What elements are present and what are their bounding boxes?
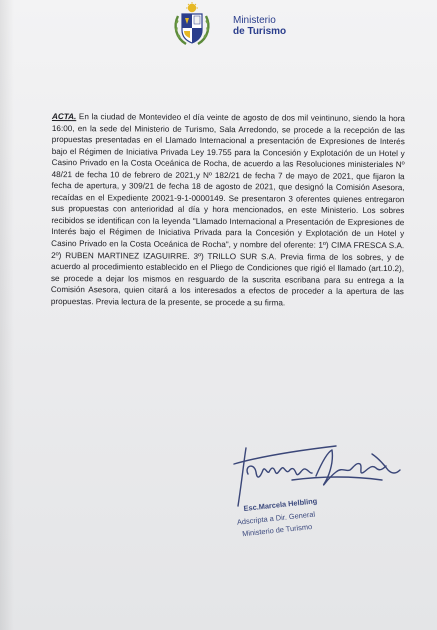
ministry-logo-text — [233, 15, 286, 37]
notary-stamp — [236, 495, 320, 540]
uruguay-coat-of-arms-icon — [169, 2, 215, 48]
ministry-line-2: de Turismo — [233, 26, 287, 37]
ministry-line-1: Ministerio — [233, 15, 276, 26]
stamp-ministry: Ministerio de Turismo — [241, 521, 313, 539]
stamp-name: Esc.Marcela Helbling — [243, 496, 318, 513]
page-edge-shadow — [0, 0, 14, 630]
stamp-role: Adscripta a Dir. General — [236, 509, 316, 527]
acta-body: En la ciudad de Montevideo el día veinte de agosto de dos mil veintinuno, siendo la hora 16:00, en la sede del Ministerio de Turismo, Sala Arredondo, se procede a la recepción de las propuestas presentadas en el Llamado Internacional a presentación de Expresiones de Interés bajo el Régimen de Iniciativa Privada Ley 19.755 para la Concesión y Explotación de un Hotel y Casino Privado en la Costa Oceánica de Rocha, de acuerdo a las Resoluciones ministeriales Nº 48/21 de fecha 10 de febrero de 2021,y Nº 182/21 de fecha 7 de mayo de 2021, que fijaron la fecha de apertura, y 309/21 de fecha 18 de agosto de 2021, que designó la Comisión Asesora, recaídas en el Expediente 20021-9-1-0000149. Se presentaron 3 oferentes quienes entregaron sus propuestas con anterioridad al día y hora mencionados, en este Ministerio. Los sobres recibidos se identifican con la leyenda "Llamado Internacional a Presentación de Expresiones de Interés bajo el Régimen de Iniciativa Privada para la Concesión y Explotación de un Hotel y Casino Privado en la Costa Oceánica de Rocha", y nombre del oferente: 1º) CIMA FRESCA S.A. 2º) RUBEN MARTINEZ IZAGUIRRE. 3º) TRILLO SUR S.A. Previa firma de los sobres, y de acuerdo al procedimiento establecido en el Pliego de Condiciones que rigió el llamado (art.10.2), se procede a dejar los mismos en resguardo de la suscrita escribana para su entrega a la Comisión Asesora, quien citará a los interesados a efectos de proceder a la apertura de las propuestas. Previa lectura de la presente, se procede a su firma. — [50, 112, 405, 308]
acta-paragraph — [51, 111, 405, 309]
acta-label: ACTA. — [51, 111, 77, 122]
